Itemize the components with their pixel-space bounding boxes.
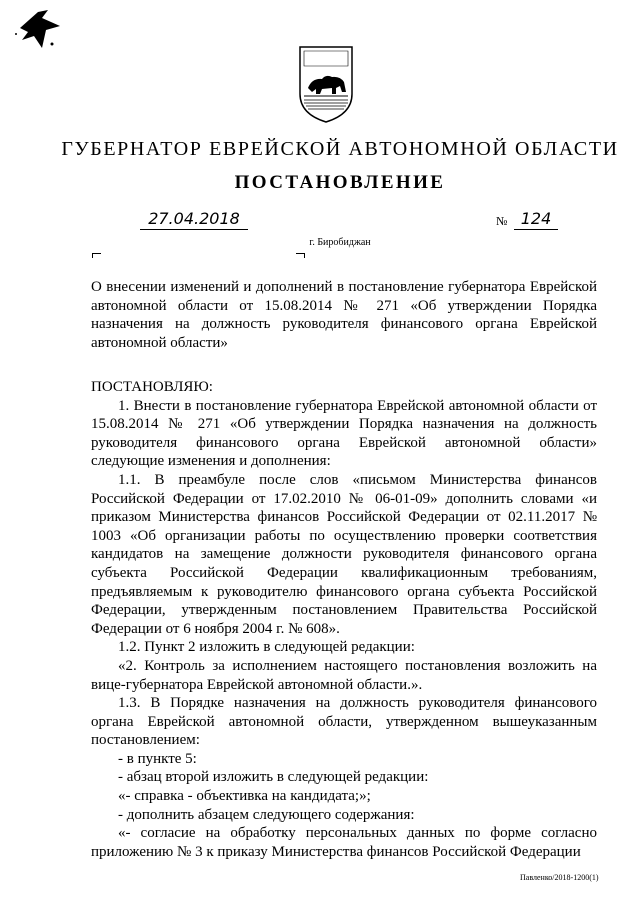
authority-heading: ГУБЕРНАТОР ЕВРЕЙСКОЙ АВТОНОМНОЙ ОБЛАСТИ (61, 138, 619, 160)
title-bracket-right (296, 253, 305, 258)
body-paragraph: - дополнить абзацем следующего содержания: (118, 806, 415, 823)
body-paragraph: 1.2. Пункт 2 изложить в следующей редакции: (118, 639, 415, 656)
body-paragraph: - в пункте 5: (118, 750, 197, 767)
number-label: № (496, 214, 508, 228)
corner-stamp-mark (8, 8, 68, 58)
body-paragraph: «- согласие на обработку персональных данных по форме согласно приложению № 3 к приказу Министерства финансов Российской Федерации (91, 825, 597, 860)
document-title-block (91, 278, 597, 352)
body-paragraph: - абзац второй изложить в следующей редакции: (118, 769, 429, 786)
document-date: 27.04.2018 (140, 208, 248, 230)
body-paragraph: 1. Внести в постановление губернатора Еврейской автономной области от 15.08.2014 № 271 «Об утверждении Порядка назначения на должность руководителя финансового органа Еврейской автономной области» следующие изменения и дополнения: (91, 397, 597, 470)
body-paragraph: 1.1. В преамбуле после слов «письмом Министерства финансов Российской Федерации от 17.02.2010 № 06-01-09» дополнить словами «и приказом Министерства финансов Российской Федерации от 02.11.2017 № 1003 «Об организации работы по осуществлению проверки соответствия кандидатов на замещение должности руководителя финансового органа субъекта Российской Федерации квалификационным требованиям, предъявляемым к руководителю финансового органа субъекта Российской Федерации, утвержденным постановлением Правительства Российской Федерации от 6 ноября 2004 г. № 608». (91, 471, 597, 637)
decree-word: ПОСТАНОВЛЯЮ: (91, 379, 213, 395)
document-body (91, 378, 597, 861)
document-title: О внесении изменений и дополнений в постановление губернатора Еврейской автономной области от 15.08.2014 № 271 «Об утверждении Порядка назначения на должность руководителя финансового органа Еврейской автономной области» (91, 279, 597, 351)
coat-of-arms-emblem (296, 44, 356, 124)
document-type-title: ПОСТАНОВЛЕНИЕ (234, 172, 446, 193)
body-paragraph: «- справка - объективка на кандидата;»; (118, 788, 371, 805)
footer-code: Павленко/2018-1200(1) (520, 873, 599, 882)
title-bracket-left (92, 253, 101, 258)
body-paragraph: 1.3. В Порядке назначения на должность руководителя финансового органа Еврейской автономной области, утвержденном вышеуказанным постановлением: (91, 695, 597, 749)
body-paragraph: «2. Контроль за исполнением настоящего постановления возложить на вице-губернатора Еврейской автономной области.». (91, 657, 597, 693)
document-number: 124 (514, 208, 558, 230)
city-name: г. Биробиджан (309, 237, 371, 248)
